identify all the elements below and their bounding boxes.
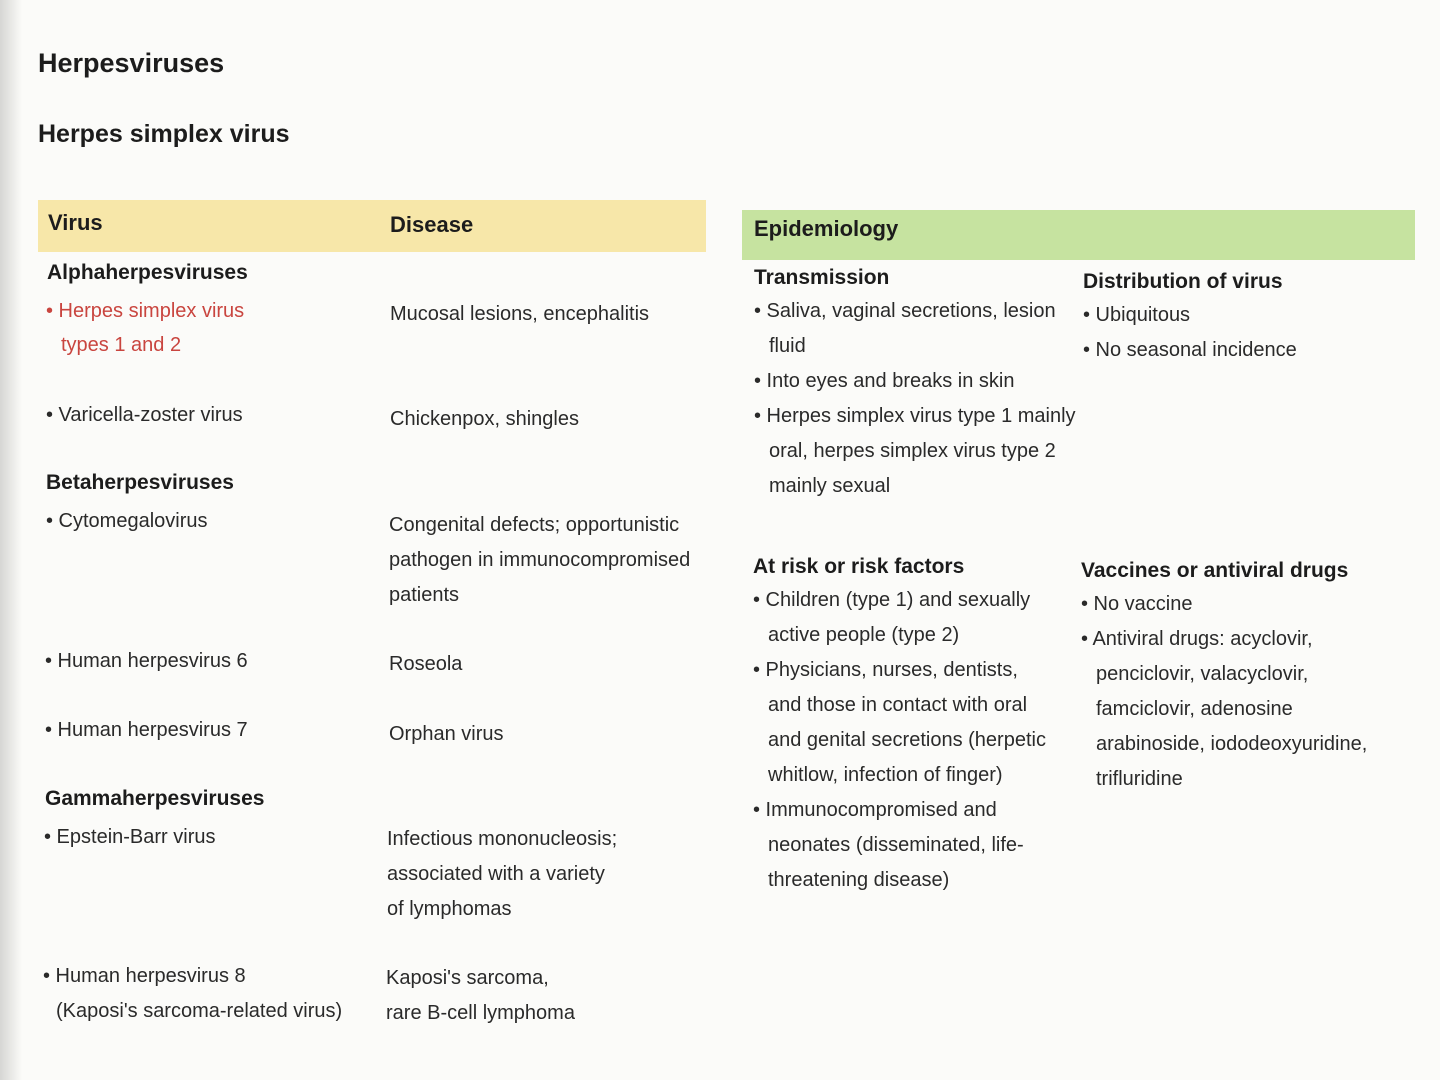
virus-name-line: types 1 and 2 xyxy=(61,334,182,356)
virus-name-line: • Human herpesvirus 8 xyxy=(43,965,246,987)
list-item: • Antiviral drugs: acyclovir, penciclovir, valacyclovir, famciclovir, adenosine arabinoside, iododeoxyuridine, trifluridine xyxy=(1081,628,1368,790)
epidemiology-header: Epidemiology xyxy=(754,216,899,241)
table-row-disease xyxy=(386,961,575,1031)
table-row-disease xyxy=(387,822,617,927)
distribution-title: Distribution of virus xyxy=(1083,270,1283,293)
virus-column-header: Virus xyxy=(48,210,103,235)
vaccines-section xyxy=(1081,559,1381,797)
table-row-virus xyxy=(46,504,208,538)
table-row-virus xyxy=(45,644,248,678)
list-item: • No seasonal incidence xyxy=(1083,339,1297,361)
disease-column-header: Disease xyxy=(390,212,474,237)
disease-line: Infectious mononucleosis; xyxy=(387,828,618,850)
list-item: • Children (type 1) and sexually active people (type 2) xyxy=(753,589,1031,646)
group-heading: Betaherpesviruses xyxy=(46,471,234,494)
virus-name-line: • Varicella-zoster virus xyxy=(46,404,243,426)
virus-name-line: • Cytomegalovirus xyxy=(46,510,208,532)
table-row-disease xyxy=(390,297,649,331)
table-row-disease xyxy=(390,402,579,436)
group-heading: Gammaherpesviruses xyxy=(45,787,265,810)
disease-line: Congenital defects; opportunistic xyxy=(389,514,680,536)
table-row-virus xyxy=(44,820,216,854)
virus-name-line: • Human herpesvirus 7 xyxy=(45,719,248,741)
disease-line: associated with a variety xyxy=(387,863,605,885)
table-row-virus xyxy=(43,959,342,1029)
disease-line: pathogen in immunocompromised xyxy=(389,549,691,571)
transmission-title: Transmission xyxy=(754,266,890,289)
section-title: Herpes simplex virus xyxy=(38,120,290,148)
disease-line: Roseola xyxy=(389,653,463,675)
table-row-disease xyxy=(389,508,690,613)
virus-disease-header-band xyxy=(38,200,706,252)
list-item: • Immunocompromised and neonates (disseminated, life-threatening disease) xyxy=(753,799,1024,891)
distribution-section xyxy=(1083,270,1403,368)
disease-line: Chickenpox, shingles xyxy=(390,408,579,430)
list-item: • Ubiquitous xyxy=(1083,304,1191,326)
list-item: • Physicians, nurses, dentists, and those in contact with oral and genital secretions (herpetic whitlow, infection of finger) xyxy=(753,659,1046,786)
risk-factors-section xyxy=(753,555,1053,898)
list-item: • Into eyes and breaks in skin xyxy=(754,370,1015,392)
disease-line: Orphan virus xyxy=(389,723,504,745)
table-row-virus xyxy=(46,294,244,362)
table-row-disease xyxy=(389,647,462,681)
disease-line: of lymphomas xyxy=(387,898,512,920)
page-title: Herpesviruses xyxy=(38,48,225,78)
disease-line: patients xyxy=(389,584,460,606)
table-row-virus xyxy=(46,398,243,432)
page-edge-shadow xyxy=(0,0,22,1080)
virus-name-line: • Human herpesvirus 6 xyxy=(45,650,248,672)
virus-name-line: • Herpes simplex virus xyxy=(46,300,245,322)
table-row-virus xyxy=(45,713,248,747)
list-item: • Herpes simplex virus type 1 mainly oral, herpes simplex virus type 2 mainly sexual xyxy=(754,405,1076,497)
list-item: • Saliva, vaginal secretions, lesion fluid xyxy=(754,300,1056,357)
transmission-section xyxy=(754,266,1084,504)
disease-line: rare B-cell lymphoma xyxy=(386,1002,575,1024)
table-row-disease xyxy=(389,717,504,751)
virus-name-line: (Kaposi's sarcoma-related virus) xyxy=(56,1000,343,1022)
disease-line: Mucosal lesions, encephalitis xyxy=(390,303,650,325)
virus-name-line: • Epstein-Barr virus xyxy=(44,826,216,848)
disease-line: Kaposi's sarcoma, xyxy=(386,967,549,989)
group-heading: Alphaherpesviruses xyxy=(47,261,248,284)
risk-factors-title: At risk or risk factors xyxy=(753,555,965,578)
list-item: • No vaccine xyxy=(1081,593,1193,615)
vaccines-title: Vaccines or antiviral drugs xyxy=(1081,559,1349,582)
